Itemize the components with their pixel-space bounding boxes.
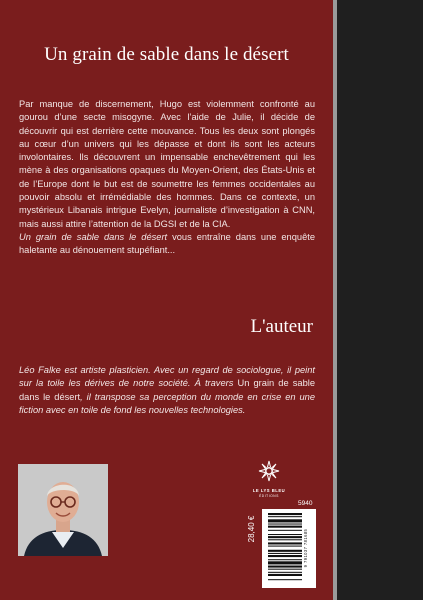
- author-portrait-icon: [18, 464, 108, 556]
- synopsis: [19, 98, 315, 258]
- publisher-name: LE LYS BLEU: [252, 488, 286, 493]
- synopsis-text: Par manque de discernement, Hugo est violemment confronté au gourou d’une secte misogyne. Avec l’aide de Julie, il décide de découvrir qui est derrière cette mouvance. Tous les deux sont plongés au cœur d’un univers qui les dépasse et dont ils sont les acteurs involontaires. Ils découvrent un impensable enchevêtrement qui les mène à des organisations opaques du Moyen-Orient, des États-Unis et de l’Europe dont le but est de soumettre les femmes occidentales au pouvoir absolu et irrémédiable des hommes. Dans ce contexte, un mystérieux Libanais intrigue Evelyn, journaliste d’investigation à CNN, mais aussi attire l’attention de la DGSI et de la CIA.: [19, 99, 315, 229]
- bio-text-1: Léo Falke est artiste plasticien. Avec un regard de sociologue, il peint sur la toile les dérives de notre société. À travers: [19, 365, 315, 389]
- catalog-code: 5940: [298, 500, 313, 507]
- bio-book-title: Un grain de sable dans le désert: [19, 378, 315, 402]
- lily-icon: [257, 460, 281, 482]
- publisher-logo: [245, 460, 293, 498]
- publisher-sub: ÉDITIONS: [259, 494, 279, 498]
- author-photo: [18, 464, 108, 556]
- author-bio: [19, 364, 315, 417]
- author-heading: L'auteur: [250, 316, 313, 337]
- isbn-number: 9 791037 781685: [303, 528, 308, 568]
- bio-text-2: , il transpose sa perception du monde en crise en une fiction avec en toile de fond les nouvelles technologies.: [19, 391, 315, 415]
- synopsis-closing: [19, 231, 315, 258]
- price: 28,40 €: [247, 515, 256, 543]
- synopsis-paragraph: [19, 98, 315, 231]
- spine-shadow: [337, 0, 423, 600]
- book-title: Un grain de sable dans le désert: [44, 44, 289, 65]
- synopsis-title-ref: Un grain de sable dans le désert: [19, 231, 168, 242]
- synopsis-end: vous entraîne dans une enquête haletante au dénouement stupéfiant...: [19, 231, 315, 256]
